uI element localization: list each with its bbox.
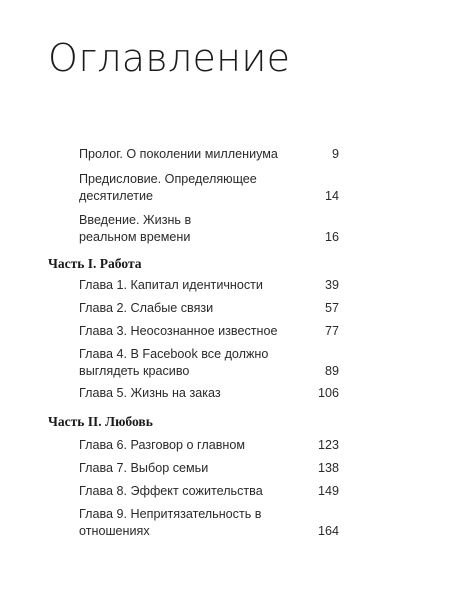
- toc-entry-text: Непритязательность в отношениях: [79, 507, 262, 538]
- toc-entry-lead: Глава 7.: [79, 461, 128, 475]
- toc-entry-chapter-7: [79, 460, 339, 477]
- toc-page-number: 16: [324, 230, 339, 244]
- toc-entry-label: [79, 346, 279, 380]
- toc-entry-lead: Предисловие.: [79, 172, 162, 186]
- toc-entry-label: [79, 277, 284, 294]
- toc-page-number: 149: [317, 484, 339, 498]
- toc-entry-lead: Глава 9.: [79, 507, 128, 521]
- toc-page-number: 106: [317, 386, 339, 400]
- toc-entry-chapter-6: [79, 437, 339, 454]
- toc-entry-lead: Глава 5.: [79, 386, 128, 400]
- toc-entry-lead: Пролог.: [79, 147, 123, 161]
- toc-entry-text: Жизнь в реальном времени: [79, 213, 192, 244]
- toc-entry-lead: Глава 4.: [79, 347, 128, 361]
- toc-entry-text: Выбор семьи: [127, 461, 209, 475]
- toc-entry-label: [79, 506, 269, 540]
- toc-entry-text: Капитал идентичности: [127, 278, 263, 292]
- toc-entry-label: [79, 212, 229, 246]
- toc-entry-prologue: [79, 146, 339, 163]
- toc-page-number: 77: [324, 324, 339, 338]
- toc-entry-label: [79, 146, 284, 163]
- toc-page-number: 39: [324, 278, 339, 292]
- toc-entry-chapter-3: [79, 323, 339, 340]
- toc-entry-lead: Введение.: [79, 213, 140, 227]
- toc-page-number: 9: [331, 147, 339, 161]
- toc-entry-preface: [79, 171, 339, 205]
- toc-entry-text: Жизнь на заказ: [127, 386, 221, 400]
- toc-entry-chapter-2: [79, 300, 339, 317]
- toc-entry-chapter-5: [79, 385, 339, 402]
- toc-page-number: 14: [324, 189, 339, 203]
- toc-entry-lead: Глава 6.: [79, 438, 128, 452]
- toc-entry-chapter-4: [79, 346, 339, 380]
- toc-entry-label: [79, 460, 284, 477]
- toc-entry-chapter-8: [79, 483, 339, 500]
- page-title: Оглавление: [48, 36, 291, 80]
- toc-entry-chapter-9: [79, 506, 339, 540]
- toc-entry-text: Разговор о главном: [127, 438, 246, 452]
- toc-entry-text: Эффект сожительства: [127, 484, 263, 498]
- part-heading-1: Часть I. Работа: [48, 256, 142, 271]
- toc-entry-label: [79, 437, 284, 454]
- toc-entry-text: В Facebook все должно выглядеть красиво: [79, 347, 269, 378]
- toc-entry-lead: Глава 3.: [79, 324, 128, 338]
- toc-entry-lead: Глава 1.: [79, 278, 128, 292]
- toc-entry-chapter-1: [79, 277, 339, 294]
- toc-page-number: 164: [317, 524, 339, 538]
- toc-entry-text: Определяющее десятилетие: [79, 172, 257, 203]
- toc-entry-label: [79, 483, 284, 500]
- toc-page-number: 123: [317, 438, 339, 452]
- toc-entry-lead: Глава 2.: [79, 301, 128, 315]
- toc-page-number: 89: [324, 364, 339, 378]
- toc-entry-text: О поколении миллениума: [122, 147, 278, 161]
- toc-entry-label: [79, 300, 284, 317]
- toc-page-number: 138: [317, 461, 339, 475]
- toc-entry-lead: Глава 8.: [79, 484, 128, 498]
- toc-entry-label: [79, 385, 284, 402]
- part-heading-2: Часть II. Любовь: [48, 414, 153, 429]
- toc-page-number: 57: [324, 301, 339, 315]
- toc-entry-label: [79, 323, 284, 340]
- toc-entry-introduction: [79, 212, 339, 246]
- toc-entry-text: Слабые связи: [127, 301, 214, 315]
- toc-entry-label: [79, 171, 269, 205]
- toc-entry-text: Неосознанное известное: [127, 324, 278, 338]
